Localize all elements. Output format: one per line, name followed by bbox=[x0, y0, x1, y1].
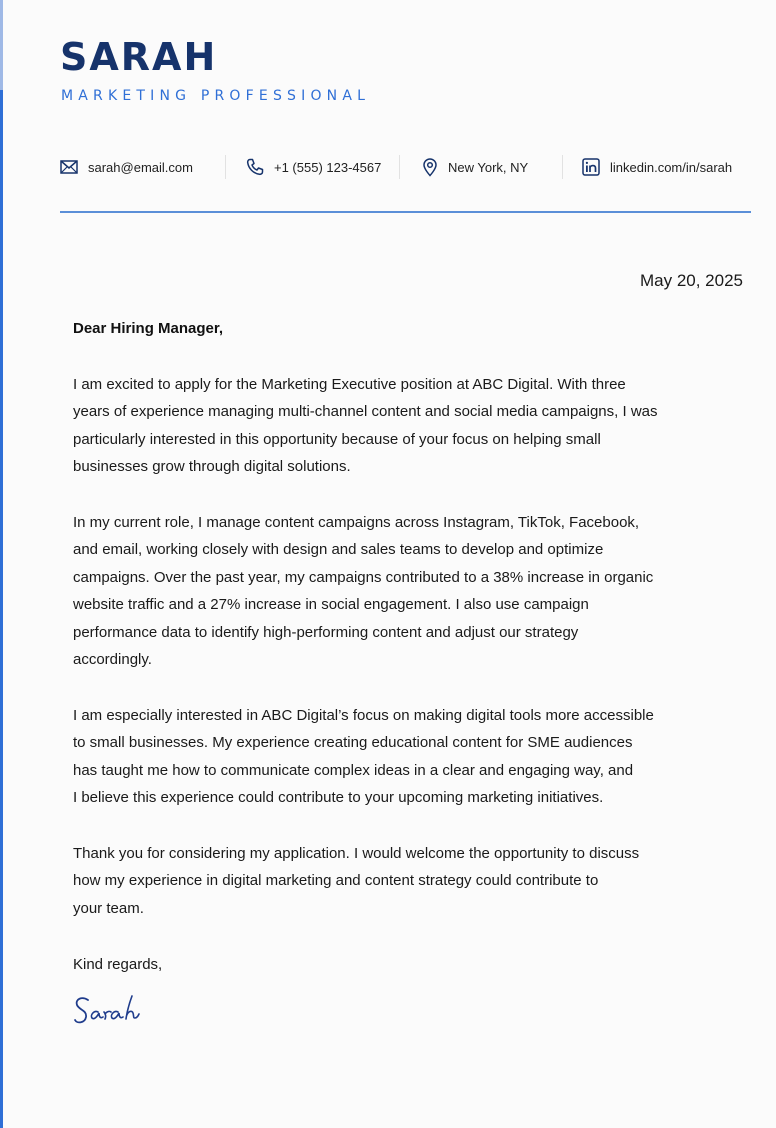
paragraph-1 bbox=[73, 371, 733, 481]
salutation: Dear Hiring Manager, bbox=[73, 320, 224, 337]
paragraph-line: particularly interested in this opportunity because of your focus on helping small bbox=[73, 430, 601, 448]
contact-bar bbox=[60, 154, 750, 180]
paragraph-line: In my current role, I manage content campaigns across Instagram, TikTok, Facebook, bbox=[73, 514, 640, 531]
header-divider bbox=[60, 211, 751, 213]
contact-linkedin[interactable] bbox=[582, 154, 732, 180]
letter-date: May 20, 2025 bbox=[639, 271, 743, 290]
paragraph-2 bbox=[73, 509, 733, 673]
contact-divider bbox=[399, 155, 400, 179]
mail-icon bbox=[60, 160, 78, 174]
paragraph-line: I am especially interested in ABC Digital’s focus on making digital tools more accessible bbox=[73, 707, 654, 724]
closing: Kind regards, bbox=[73, 956, 163, 973]
paragraph-line: how my experience in digital marketing and content strategy could contribute to bbox=[73, 872, 599, 890]
paragraph-4 bbox=[73, 840, 733, 922]
paragraph-line: website traffic and a 27% increase in social engagement. I also use campaign bbox=[73, 596, 589, 614]
paragraph-line: to small businesses. My experience creating educational content for SME audiences bbox=[73, 734, 633, 752]
contact-location[interactable] bbox=[422, 154, 528, 180]
paragraph-line: your team. bbox=[73, 899, 144, 917]
paragraph-line: campaigns. Over the past year, my campaigns contributed to a 38% increase in organic bbox=[73, 568, 654, 586]
paragraph-3 bbox=[73, 702, 733, 812]
contact-linkedin-text: linkedin.com/in/sarah bbox=[610, 159, 733, 175]
contact-email-text: sarah@email.com bbox=[88, 159, 193, 175]
paragraph-line: accordingly. bbox=[73, 651, 152, 669]
paragraph-line: performance data to identify high-performing content and adjust our strategy bbox=[73, 623, 579, 641]
paragraph-line: businesses grow through digital solutions. bbox=[73, 458, 351, 476]
accent-bar bbox=[0, 0, 3, 1128]
contact-phone[interactable] bbox=[246, 154, 381, 180]
applicant-name: SARAH bbox=[60, 35, 218, 79]
applicant-title: MARKETING PROFESSIONAL bbox=[61, 88, 371, 104]
paragraph-line: and email, working closely with design and sales teams to develop and optimize bbox=[73, 541, 604, 559]
contact-location-text: New York, NY bbox=[448, 159, 529, 175]
accent-bar-top bbox=[0, 0, 3, 90]
phone-icon bbox=[246, 158, 264, 176]
handwritten-signature bbox=[72, 990, 162, 1034]
contact-email[interactable] bbox=[60, 154, 193, 180]
location-pin-icon bbox=[422, 158, 438, 177]
paragraph-line: I believe this experience could contribute to your upcoming marketing initiatives. bbox=[73, 789, 604, 807]
linkedin-icon bbox=[582, 158, 600, 176]
paragraph-line: years of experience managing multi-channel content and social media campaigns, I was bbox=[73, 403, 658, 421]
paragraph-line: I am excited to apply for the Marketing Executive position at ABC Digital. With three bbox=[73, 376, 626, 393]
contact-divider bbox=[225, 155, 226, 179]
paragraph-line: Thank you for considering my application. I would welcome the opportunity to discuss bbox=[73, 845, 640, 862]
paragraph-line: has taught me how to communicate complex ideas in a clear and engaging way, and bbox=[73, 761, 634, 779]
contact-phone-text: +1 (555) 123-4567 bbox=[274, 159, 382, 175]
contact-divider bbox=[562, 155, 563, 179]
